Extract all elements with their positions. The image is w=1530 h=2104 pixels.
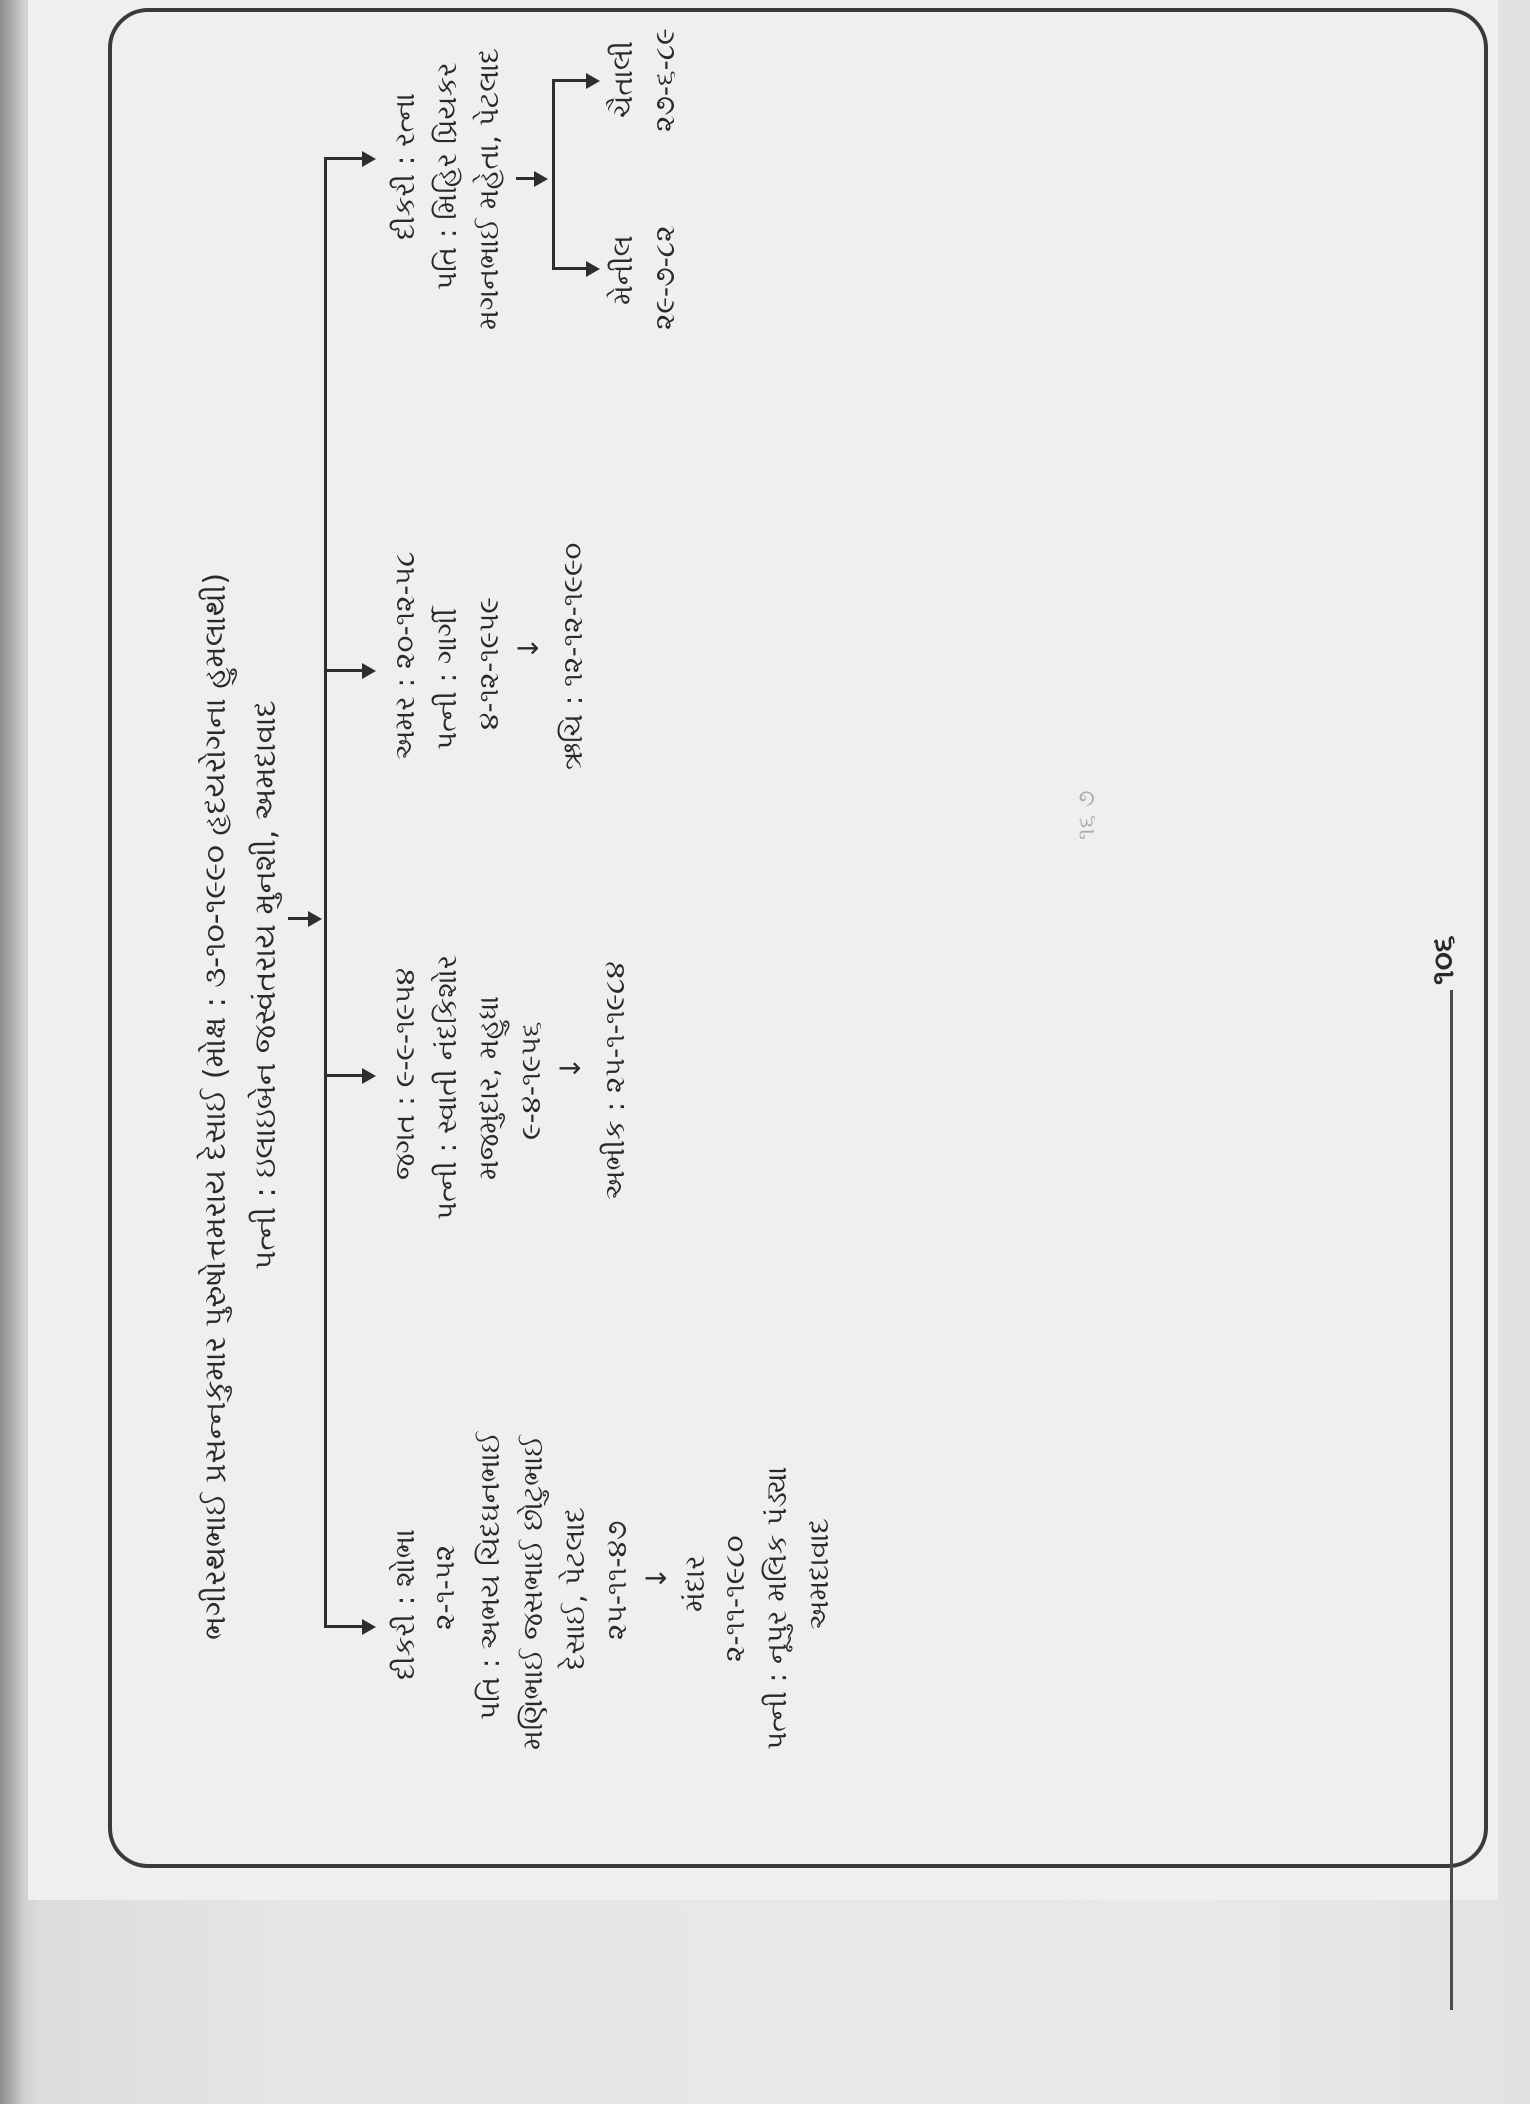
book-page bbox=[28, 0, 1498, 1900]
mandar-wife: પત્ની : નૂપુર મલિક પંડ્યા bbox=[760, 1466, 793, 1750]
amar-arrow: ↓ bbox=[512, 636, 545, 660]
ratna-husband-line2: મગનભાઈ મહેતા, પેટલાદ bbox=[472, 48, 505, 330]
shobha-husband-line2: મણિભાઈ જસભાઈ છોટુભાઈ bbox=[516, 1434, 549, 1750]
kid2-name: ચૈતાલી bbox=[606, 40, 639, 118]
kid1-name: મેનીલ bbox=[606, 235, 639, 305]
shobha-daughter: દીકરી : શોભા bbox=[388, 1529, 421, 1680]
ratna-kids-bar bbox=[552, 80, 555, 270]
jagat-wife-dob: ૯-૪-૧૯૫૬ bbox=[514, 1021, 547, 1140]
rotated-content bbox=[158, 20, 1530, 1880]
drop-ratna-arrow bbox=[362, 151, 376, 167]
ratna-husband: પતિ : મિહિર પ્રિયકર bbox=[430, 62, 463, 290]
shobha-husband-place: દેસાઈ, પેટલાદ bbox=[558, 1507, 591, 1670]
header-line-2: પત્ની : ઇલાઇબેન જસ્વંતરાય મુનશી, અમદાવાદ bbox=[248, 700, 283, 1270]
sibling-bar bbox=[324, 158, 327, 1628]
page-number-rule bbox=[1450, 990, 1453, 2010]
drop-jagat-arrow bbox=[362, 1068, 376, 1084]
mandar-dob: ૨-૧૧-૧૯૮૦ bbox=[718, 1535, 751, 1662]
amar-wife: પત્ની : ગાર્ગી bbox=[430, 608, 463, 750]
drop-amar-arrow bbox=[362, 663, 376, 679]
pencil-annotation: ૧૬ ૭ bbox=[1072, 790, 1100, 840]
shobha-dob: ૨-૧-૫૨ bbox=[428, 1544, 461, 1630]
jagat-name: જગત : ૯-૯-૧૯૫૪ bbox=[388, 967, 421, 1180]
mandar-wife-place: અમદાવાદ bbox=[802, 1518, 835, 1630]
jagat-arrow: ↓ bbox=[554, 1056, 587, 1080]
shobha-arrow: ↓ bbox=[640, 1566, 673, 1590]
shobha-husband-dob: ૨૫-૧૧-૪૭ bbox=[600, 1520, 633, 1640]
ratna-kid2-arrow bbox=[586, 73, 600, 89]
header-line-1: ભગીરથભાઈ પ્રસન્નકુમાર પુરુષોત્તમરાય દેસાઈ (મોક્ષ : ૩-૧૦-૧૯૯૦ હૃદયરોગના હુમલાથી) bbox=[198, 572, 233, 1640]
ratna-kid1-arrow bbox=[586, 261, 600, 277]
ruchi-name: ઋચિ : ૧૨-૧૨-૧૯૯૦ bbox=[556, 542, 589, 770]
scanner-edge bbox=[0, 0, 22, 2104]
drop-shobha-arrow bbox=[362, 1619, 376, 1635]
kid1-dob: ૨૯-૭-૮૨ bbox=[648, 225, 681, 330]
jagat-wife-place: મજમુદાર, મહુધા bbox=[472, 995, 505, 1180]
jagat-wife: પત્ની : સ્વાતી નંદકિશોર bbox=[430, 954, 463, 1220]
stem-arrow bbox=[308, 911, 322, 927]
mandar-name: મંદાર bbox=[678, 1555, 711, 1612]
kid2-dob: ૨૭-૬-૮૯ bbox=[648, 28, 681, 132]
page-number: ૧૦૬ bbox=[1426, 935, 1461, 985]
ratna-name: દીકરી : રત્ના bbox=[388, 92, 421, 240]
ratna-kids-arrow bbox=[534, 171, 548, 187]
amar-wife-dob: ૪-૧૨-૧૯૫૯ bbox=[472, 597, 505, 730]
abhik-name: અભીક : ૨૫-૧-૧૯૮૪ bbox=[598, 961, 631, 1200]
amar-name: અમર : ૨૦-૧૨-૫૮ bbox=[388, 551, 421, 760]
shobha-husband: પતિ : અભય ચિદઘનભાઈ bbox=[473, 1431, 506, 1720]
